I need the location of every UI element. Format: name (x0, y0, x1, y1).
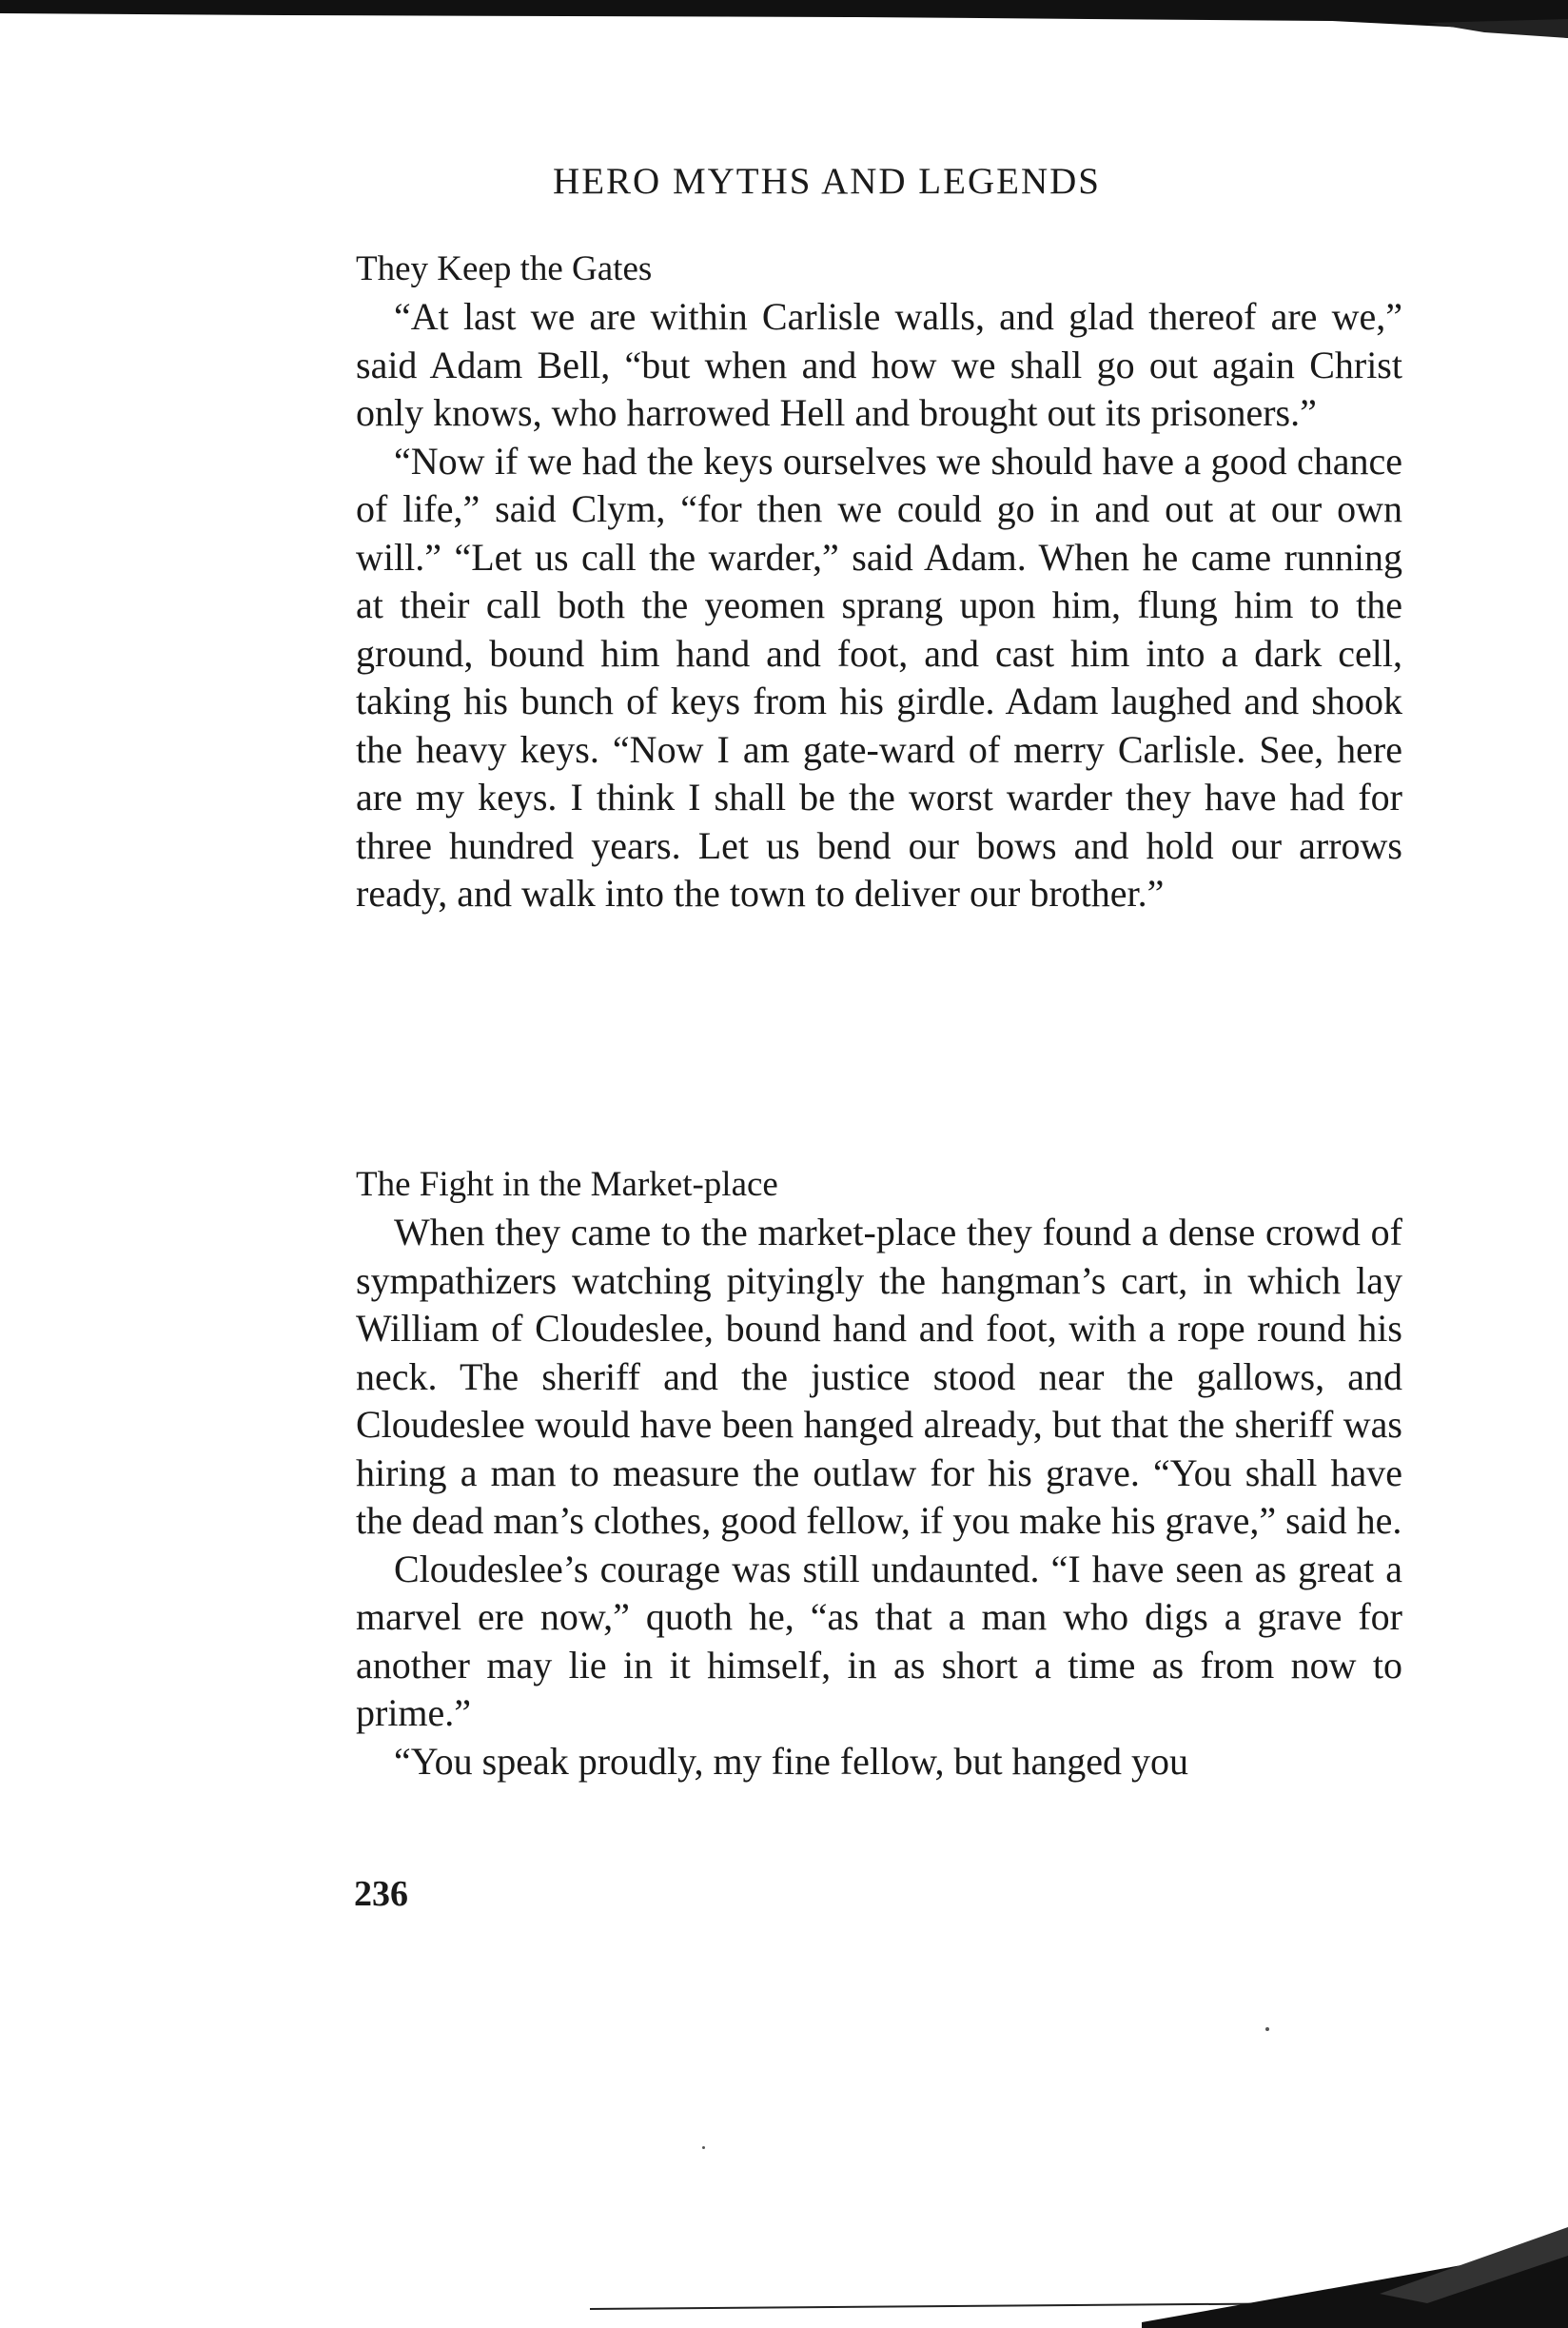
paper-speck (1265, 2027, 1269, 2031)
top-scan-edge (0, 0, 1568, 38)
section-the-fight-in-the-market-place (356, 1161, 1402, 1785)
running-head: HERO MYTHS AND LEGENDS (553, 161, 1101, 202)
bottom-scan-edge (571, 2189, 1568, 2328)
paragraph: “You speak proudly, my fine fellow, but hanged you (394, 1739, 1189, 1783)
paragraph: “At last we are within Carlisle walls, and glad thereof are we,” said Adam Bell, “but when and how we shall go out again Christ only knows, who harrowed Hell and brought out its prisoners.” (356, 295, 1402, 434)
section-heading: The Fight in the Market-place (356, 1165, 778, 1204)
paragraph: Cloudeslee’s courage was still undaunted. “I have seen as great a marvel ere now,” quoth he, “as that a man who digs a grave for another may lie in it himself, in as short a time as from now to prime.” (356, 1547, 1402, 1734)
paragraph: “Now if we had the keys ourselves we should have a good chance of life,” said Clym, “for then we could go in and out at our own will.” “Let us call the warder,” said Adam. When he came running at their call both the yeomen sprang upon him, flung him to the ground, bound him hand and foot, and cast him into a dark cell, taking his bunch of keys from his girdle. Adam laughed and shook the heavy keys. “Now I am gate-ward of merry Carlisle. See, here are my keys. I think I shall be the worst warder they have had for three hundred years. Let us bend our bows and hold our arrows ready, and walk into the town to deliver our brother.” (356, 439, 1402, 915)
page-number: 236 (354, 1874, 408, 1914)
paragraph: When they came to the market-place they found a dense crowd of sympathizers watching pityingly the hangman’s cart, in which lay William of Cloudeslee, bound hand and foot, with a rope round his neck. The sheriff and the justice stood near the gallows, and Cloudeslee would have been hanged already, but that the sheriff was hiring a man to measure the outlaw for his grave. “You shall have the dead man’s clothes, good fellow, if you make his grave,” said he. (356, 1211, 1402, 1542)
section-heading: They Keep the Gates (356, 249, 653, 288)
section-they-keep-the-gates (356, 246, 1402, 918)
paper-speck (702, 2146, 705, 2149)
